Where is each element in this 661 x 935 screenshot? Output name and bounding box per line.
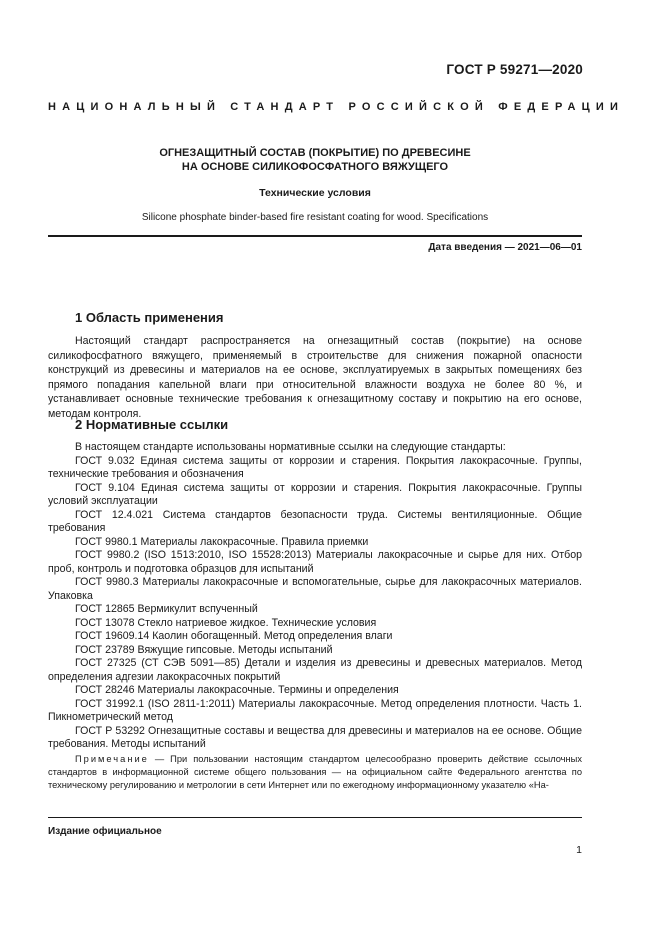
reference-item: ГОСТ 27325 (СТ СЭВ 5091—85) Детали и изделия из древесины и древесных материалов. Метод определения адгезии лакокрасочных покрытий xyxy=(48,657,582,683)
footer-divider xyxy=(48,817,582,818)
normative-references xyxy=(48,441,582,752)
reference-item: ГОСТ 12.4.021 Система стандартов безопасности труда. Системы вентиляционные. Общие требования xyxy=(48,508,582,534)
section-2-heading: 2 Нормативные ссылки xyxy=(75,417,229,432)
title-divider xyxy=(48,235,582,237)
reference-item: ГОСТ 9980.2 (ISO 1513:2010, ISO 15528:2013) Материалы лакокрасочные и сырье для них. Отбор проб, контроль и подготовка образцов для испытаний xyxy=(48,549,582,575)
reference-item: ГОСТ 9980.1 Материалы лакокрасочные. Правила приемки xyxy=(75,535,369,548)
title-line-2: НА ОСНОВЕ СИЛИКОФОСФАТНОГО ВЯЖУЩЕГО xyxy=(181,161,449,173)
reference-item: ГОСТ 28246 Материалы лакокрасочные. Термины и определения xyxy=(75,684,399,696)
section-1-paragraph: Настоящий стандарт распространяется на огнезащитный состав (покрытие) на основе силикофосфатного вяжущего, применяемый в строительстве для снижения пожарной опасности конструкций из древесины и материалов на ее основе, эксплуатируемых в закрытых помещениях без прямого попадания капельной влаги при относительной влажности воздуха не более 80 %, и устанавливает основные технические требования к огнезащитному составу и покрытию на его основе, методам контроля. xyxy=(48,335,582,420)
reference-item: ГОСТ 9.032 Единая система защиты от коррозии и старения. Покрытия лакокрасочные. Группы, технические требования и обозначения xyxy=(48,454,582,480)
references-intro: В настоящем стандарте использованы нормативные ссылки на следующие стандарты: xyxy=(75,441,506,453)
note-text: — При пользовании настоящим стандартом целесообразно проверить действие ссылочных стандартов в информационной системе общего пользования — на официальном сайте Федерального агентства по техническому регулированию и метрологии в сети Интернет или по ежегодному информационному указателю «На- xyxy=(48,754,582,790)
intro-date: Дата введения — 2021—06—01 xyxy=(428,242,582,253)
gost-number: ГОСТ Р 59271—2020 xyxy=(446,62,583,77)
reference-item: ГОСТ 19609.14 Каолин обогащенный. Метод определения влаги xyxy=(75,630,393,642)
references-note xyxy=(48,753,582,792)
page-number: 1 xyxy=(576,844,582,856)
reference-item: ГОСТ 9980.3 Материалы лакокрасочные и вспомогательные, сырье для лакокрасочных материалов. Упаковка xyxy=(48,576,582,602)
note-label: Примечание xyxy=(75,754,149,764)
document-subtitle: Технические условия xyxy=(259,187,371,199)
english-title: Silicone phosphate binder-based fire resistant coating for wood. Specifications xyxy=(141,212,489,223)
section-1-heading: 1 Область применения xyxy=(75,310,224,325)
national-standard-banner: НАЦИОНАЛЬНЫЙ СТАНДАРТ РОССИЙСКОЙ ФЕДЕРАЦИИ xyxy=(48,101,625,113)
reference-item: ГОСТ 31992.1 (ISO 2811-1:2011) Материалы лакокрасочные. Метод определения плотности. Часть 1. Пикнометрический метод xyxy=(48,697,582,723)
reference-item: ГОСТ 23789 Вяжущие гипсовые. Методы испытаний xyxy=(75,643,333,656)
official-edition-label: Издание официальное xyxy=(48,826,162,837)
reference-item: ГОСТ Р 53292 Огнезащитные составы и вещества для древесины и материалов на ее основе. Общие требования. Методы испытаний xyxy=(48,724,582,750)
section-1-body xyxy=(48,334,582,421)
reference-item: ГОСТ 9.104 Единая система защиты от коррозии и старения. Покрытия лакокрасочные. Группы условий эксплуатации xyxy=(48,481,582,507)
document-title xyxy=(48,146,582,174)
title-line-1: ОГНЕЗАЩИТНЫЙ СОСТАВ (ПОКРЫТИЕ) ПО ДРЕВЕСИНЕ xyxy=(159,147,471,159)
reference-item: ГОСТ 12865 Вермикулит вспученный xyxy=(75,603,258,615)
reference-item: ГОСТ 13078 Стекло натриевое жидкое. Технические условия xyxy=(75,616,377,629)
